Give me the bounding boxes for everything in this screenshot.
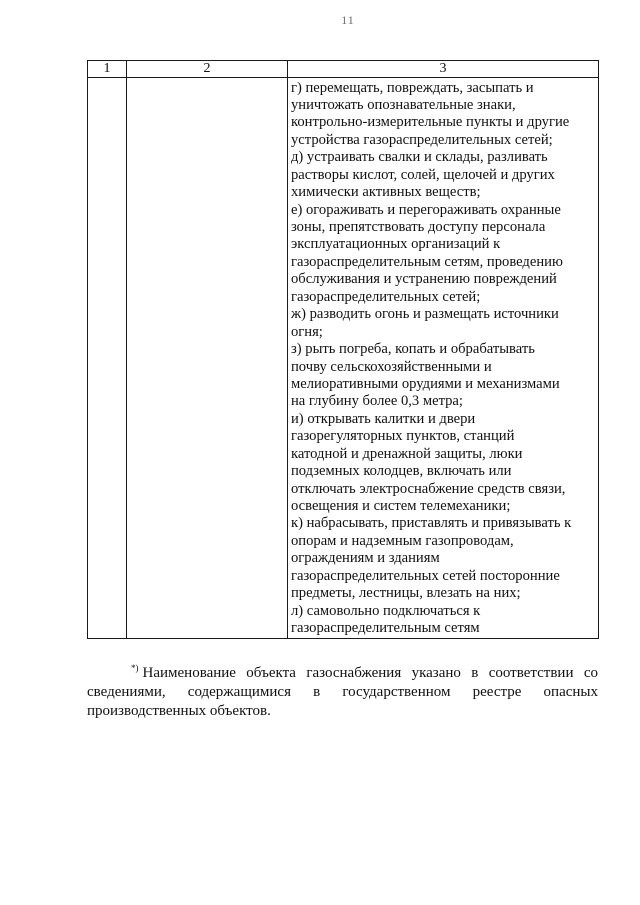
footnote-line: производственных объектов. (87, 703, 271, 719)
table-cell-col-3 (291, 80, 596, 638)
table-cell-line: л) самовольно подключаться к (291, 602, 481, 619)
table-cell-line: ограждениям и зданиям (291, 550, 440, 567)
table-cell-line: и) открывать калитки и двери (291, 410, 476, 427)
table-cell-line: д) устраивать свалки и склады, разливать (291, 149, 548, 166)
table-cell-line: контрольно-измерительные пункты и другие (291, 114, 570, 131)
table-cell-line: химически активных веществ; (291, 184, 481, 201)
table-cell-line: освещения и систем телемеханики; (291, 498, 511, 514)
table-cell-line: уничтожать опознавательные знаки, (291, 96, 516, 113)
table-cell-line: растворы кислот, солей, щелочей и других (291, 166, 555, 183)
table-cell-line: катодной и дренажной защиты, люки (291, 445, 523, 462)
table-cell-line: мелиоративными орудиями и механизмами (291, 375, 560, 392)
table-header-col-1: 1 (103, 61, 111, 76)
table-cell-line: з) рыть погреба, копать и обрабатывать (291, 341, 535, 358)
footnote-line: сведениями, содержащимися в государственном реестре опасных (87, 684, 598, 700)
table-cell-line: г) перемещать, повреждать, засыпать и (291, 79, 534, 96)
table-cell-line: к) набрасывать, приставлять и привязывать к (291, 515, 572, 532)
table-cell-line: газорегуляторных пунктов, станций (291, 428, 515, 445)
footnote (87, 659, 598, 721)
table-cell-line: опорам и надземным газопроводам, (291, 532, 514, 549)
table-cell-line: подземных колодцев, включать или (291, 463, 512, 480)
header-divider (88, 77, 598, 78)
footnote-text: Наименование объекта газоснабжения указано в соответствии со (142, 665, 598, 681)
table-cell-line: почву сельскохозяйственными и (291, 358, 492, 375)
table-header-col-3: 3 (439, 61, 447, 76)
table-cell-line: обслуживания и устранению повреждений (291, 271, 557, 288)
table-cell-line: газораспределительным сетям (291, 620, 480, 637)
table-header-col-2: 2 (203, 61, 211, 76)
table-cell-line: огня; (291, 323, 323, 340)
table-cell-line: зоны, препятствовать доступу персонала (291, 219, 546, 235)
column-divider (126, 61, 127, 638)
column-divider (287, 61, 288, 638)
table-cell-line: ж) разводить огонь и размещать источники (291, 306, 559, 323)
table-cell-line: эксплуатационных организаций к (291, 236, 501, 253)
table-cell-line: предметы, лестницы, влезать на них; (291, 585, 521, 602)
restrictions-table (87, 60, 599, 639)
table-cell-line: на глубину более 0,3 метра; (291, 393, 463, 410)
table-cell-line: газораспределительных сетей; (291, 288, 481, 305)
table-cell-line: е) огораживать и перегораживать охранные (291, 201, 561, 218)
table-cell-line: газораспределительных сетей посторонние (291, 567, 560, 584)
table-cell-line: отключать электроснабжение средств связи, (291, 480, 566, 497)
table-cell-line: газораспределительным сетям, проведению (291, 253, 563, 270)
footnote-marker: *) (131, 663, 139, 673)
footnote-line (87, 659, 598, 683)
page-number: 11 (341, 13, 355, 27)
table-cell-line: устройства газораспределительных сетей; (291, 131, 553, 148)
